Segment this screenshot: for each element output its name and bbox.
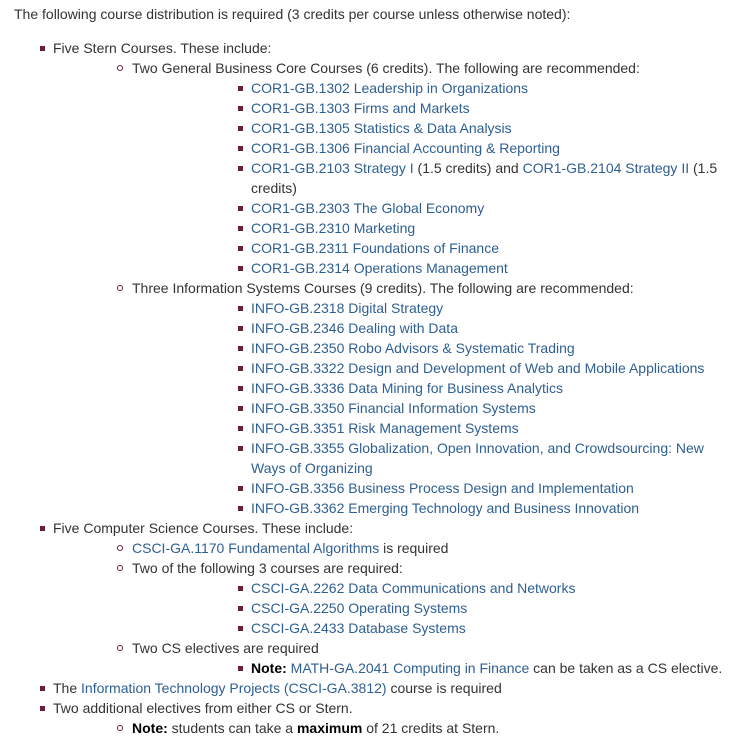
course-link-strategy-1[interactable]: COR1-GB.2103 Strategy I [251, 160, 414, 176]
algorithms-link[interactable]: CSCI-GA.1170 Fundamental Algorithms [132, 540, 380, 556]
course-link[interactable]: INFO-GB.3351 Risk Management Systems [251, 420, 519, 436]
algorithms-item [53, 538, 737, 558]
strategy-2-credits: (1.5 credits) [251, 160, 718, 196]
course-link[interactable]: COR1-GB.2311 Foundations of Finance [251, 240, 499, 256]
note-label: Note: [132, 720, 168, 736]
additional-sublist [53, 718, 737, 738]
course-link[interactable]: INFO-GB.3336 Data Mining for Business Analytics [251, 380, 564, 396]
course-link[interactable]: COR1-GB.1302 Leadership in Organizations [251, 80, 529, 96]
list-item [132, 578, 737, 598]
cs-electives-item [53, 638, 737, 678]
course-link[interactable]: CSCI-GA.2250 Operating Systems [251, 600, 468, 616]
course-link[interactable]: INFO-GB.2350 Robo Advisors & Systematic Trading [251, 340, 575, 356]
list-item [132, 398, 737, 418]
it-projects-item [14, 678, 737, 698]
stern-courses-title: Five Stern Courses. These include: [53, 40, 272, 56]
note-label: Note: [251, 660, 287, 676]
list-item [132, 298, 737, 318]
course-link[interactable]: CSCI-GA.2262 Data Communications and Networks [251, 580, 576, 596]
list-item [132, 338, 737, 358]
course-link[interactable]: CSCI-GA.2433 Database Systems [251, 620, 466, 636]
maximum-emphasis: maximum [296, 720, 363, 736]
list-item [132, 618, 737, 638]
note-item [132, 658, 737, 678]
stern-sublist [53, 58, 737, 518]
additional-electives-item [14, 698, 737, 738]
list-item [132, 478, 737, 498]
cs-course-list [132, 578, 737, 638]
cs-electives-title: Two CS electives are required [132, 640, 319, 656]
note-suffix: can be taken as a CS elective. [529, 660, 723, 676]
list-item [132, 438, 737, 478]
stern-credit-note [53, 718, 737, 738]
course-link[interactable]: COR1-GB.1305 Statistics & Data Analysis [251, 120, 512, 136]
info-systems-item [53, 278, 737, 518]
stern-courses-item [14, 38, 737, 518]
course-link-strategy-2[interactable]: COR1-GB.2104 Strategy II [522, 160, 690, 176]
list-item [132, 598, 737, 618]
list-item [132, 138, 737, 158]
list-item [132, 98, 737, 118]
course-link[interactable]: INFO-GB.2346 Dealing with Data [251, 320, 458, 336]
two-of-three-title: Two of the following 3 courses are required: [132, 560, 403, 576]
list-item [132, 498, 737, 518]
cs-courses-title: Five Computer Science Courses. These include: [53, 520, 354, 536]
cs-courses-item [14, 518, 737, 678]
computing-in-finance-link[interactable]: MATH-GA.2041 Computing in Finance [290, 660, 530, 676]
algorithms-suffix: is required [379, 540, 449, 556]
list-item [132, 318, 737, 338]
core-courses-title: Two General Business Core Courses (6 credits). The following are recommended: [132, 60, 640, 76]
it-projects-suffix: course is required [386, 680, 502, 696]
course-link[interactable]: INFO-GB.3322 Design and Development of Web and Mobile Applications [251, 360, 705, 376]
note-text-2: of 21 credits at Stern. [362, 720, 500, 736]
two-of-three-item [53, 558, 737, 638]
info-systems-title: Three Information Systems Courses (9 credits). The following are recommended: [132, 280, 634, 296]
info-course-list [132, 298, 737, 518]
additional-electives-title: Two additional electives from either CS or Stern. [53, 700, 353, 716]
core-courses-item [53, 58, 737, 278]
list-item [132, 198, 737, 218]
course-link[interactable]: COR1-GB.2310 Marketing [251, 220, 416, 236]
list-item [132, 358, 737, 378]
course-link[interactable]: INFO-GB.2318 Digital Strategy [251, 300, 444, 316]
course-link[interactable]: INFO-GB.3355 Globalization, Open Innovation, and Crowdsourcing: New Ways of Organizing [251, 440, 704, 476]
list-item [132, 218, 737, 238]
core-course-list [132, 78, 737, 278]
note-text-1: students can take a [167, 720, 297, 736]
course-link[interactable]: INFO-GB.3362 Emerging Technology and Business Innovation [251, 500, 640, 516]
list-item [132, 238, 737, 258]
it-projects-prefix: The [53, 680, 82, 696]
course-link[interactable]: COR1-GB.1306 Financial Accounting & Reporting [251, 140, 560, 156]
it-projects-link[interactable]: Information Technology Projects (CSCI-GA.3812) [81, 680, 387, 696]
course-link[interactable]: INFO-GB.3356 Business Process Design and Implementation [251, 480, 634, 496]
intro-text: The following course distribution is required (3 credits per course unless otherwise noted): [14, 6, 571, 22]
course-link[interactable]: INFO-GB.3350 Financial Information Systems [251, 400, 536, 416]
list-item [132, 418, 737, 438]
list-item [132, 258, 737, 278]
course-link[interactable]: COR1-GB.2303 The Global Economy [251, 200, 485, 216]
course-link[interactable]: COR1-GB.1303 Firms and Markets [251, 100, 470, 116]
requirements-list [14, 38, 737, 738]
course-link[interactable]: COR1-GB.2314 Operations Management [251, 260, 508, 276]
list-item-strategy [132, 158, 737, 198]
strategy-1-credits: (1.5 credits) and [413, 160, 523, 176]
list-item [132, 378, 737, 398]
cs-electives-note-list [132, 658, 737, 678]
list-item [132, 78, 737, 98]
cs-sublist [53, 538, 737, 678]
list-item [132, 118, 737, 138]
